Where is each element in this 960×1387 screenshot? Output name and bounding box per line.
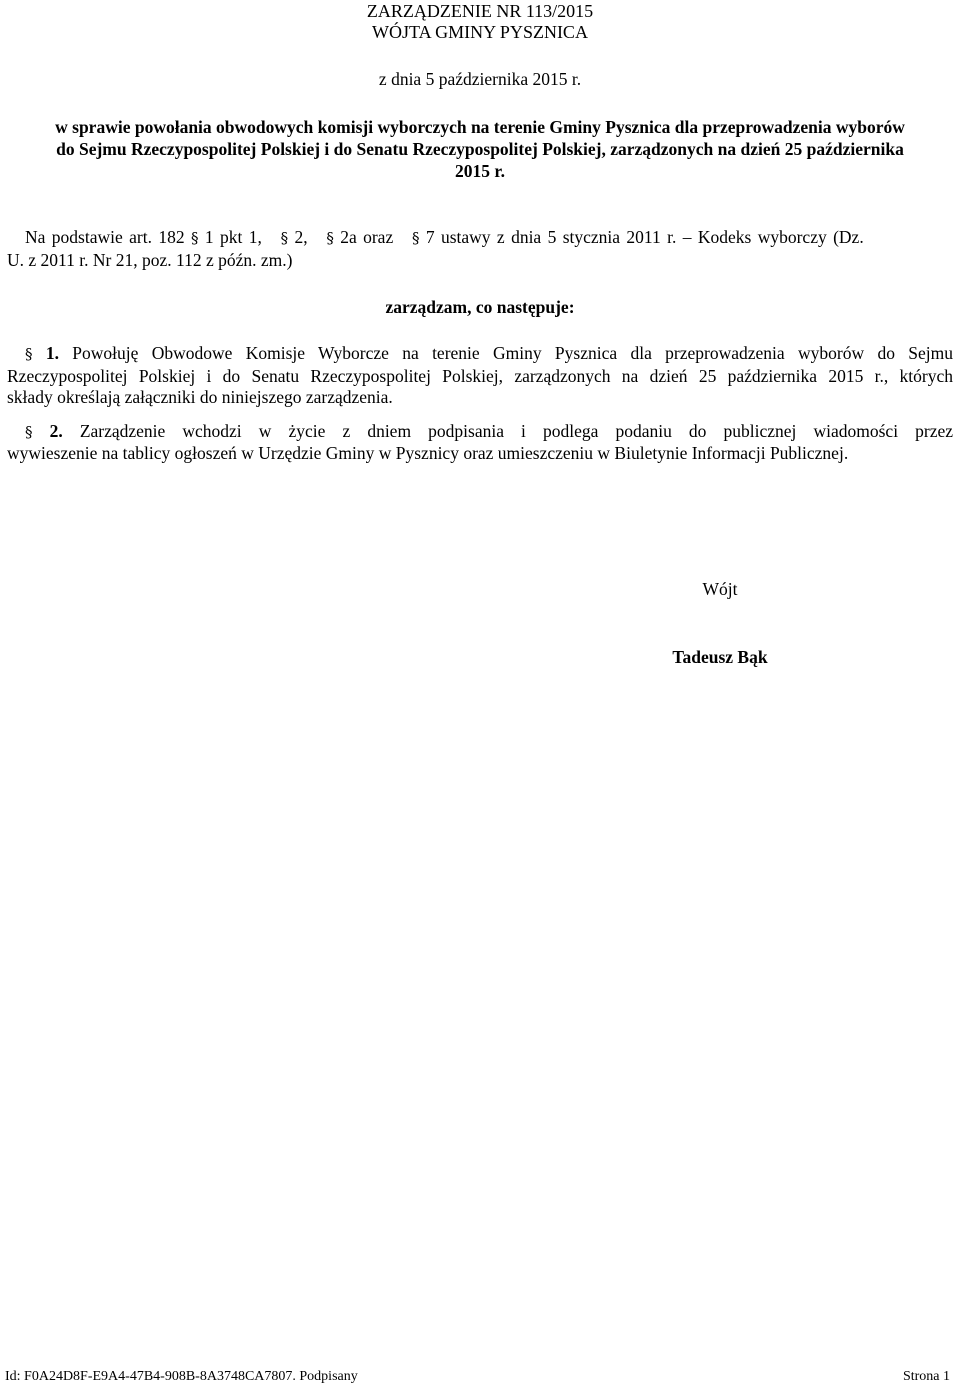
legal-basis-part-2: 1 pkt 1, (204, 227, 262, 247)
legal-basis-part-4: 2a oraz (340, 227, 394, 247)
paragraph-2-line-2: wywieszenie na tablicy ogłoszeń w Urzędzie Gminy w Pysznicy oraz umieszczeniu w Biuletynie Informacji Publicznej. (7, 443, 849, 463)
paragraph-1-number: 1. (45, 343, 59, 363)
document-date: z dnia 5 października 2015 r. (378, 69, 582, 89)
paragraph-1-line-1 (25, 342, 953, 365)
legal-basis-line-1 (25, 226, 953, 249)
paragraph-2-text-1: Zarządzenie wchodzi w życie z dniem podpisania i podlega podaniu do publicznej wiadomości przez (79, 421, 954, 441)
subject-line-2: do Sejmu Rzeczypospolitej Polskiej i do Senatu Rzeczypospolitej Polskiej, zarządzonych na dzień 25 października (56, 139, 904, 159)
signature-role: Wójt (702, 579, 738, 599)
section-sign: § (326, 229, 334, 247)
legal-basis-part-3: 2, (294, 227, 308, 247)
document-id: Id: F0A24D8F-E9A4-47B4-908B-8A3748CA7807. Podpisany (5, 1369, 358, 1384)
subject-line-1: w sprawie powołania obwodowych komisji wyborczych na terenie Gminy Pysznica dla przeprowadzenia wyborów (55, 117, 905, 137)
legal-basis-part-1: Na podstawie art. 182 (25, 227, 185, 247)
section-sign: § (411, 229, 420, 247)
paragraph-2-number: 2. (49, 421, 63, 441)
document-title: ZARZĄDZENIE NR 113/2015 (366, 1, 594, 21)
section-sign: § (280, 229, 289, 247)
legal-basis-line-2: U. z 2011 r. Nr 21, poz. 112 z późn. zm.) (7, 250, 293, 270)
section-sign: § (25, 345, 33, 363)
paragraph-1-line-2: Rzeczypospolitej Polskiej i do Senatu Rzeczypospolitej Polskiej, zarządzonych na dzień 25 października 2015 r., których (7, 366, 953, 386)
signature-name: Tadeusz Bąk (672, 647, 768, 667)
decree-statement: zarządzam, co następuje: (385, 297, 575, 317)
document-issuer: WÓJTA GMINY PYSZNICA (372, 22, 588, 42)
section-sign: § (190, 229, 199, 247)
page-footer (5, 1368, 950, 1386)
legal-basis-part-5: 7 ustawy z dnia 5 stycznia 2011 r. – Kodeks wyborczy (Dz. (425, 227, 864, 247)
section-sign: § (25, 423, 33, 441)
paragraph-1-line-3: składy określają załączniki do niniejszego zarządzenia. (7, 387, 393, 407)
page-number: Strona 1 (902, 1369, 950, 1384)
subject-line-3: 2015 r. (455, 161, 505, 181)
paragraph-2-line-1 (25, 420, 953, 443)
paragraph-1-text-1: Powołuję Obwodowe Komisje Wyborcze na terenie Gminy Pysznica dla przeprowadzenia wyborów do Sejmu (72, 343, 953, 363)
